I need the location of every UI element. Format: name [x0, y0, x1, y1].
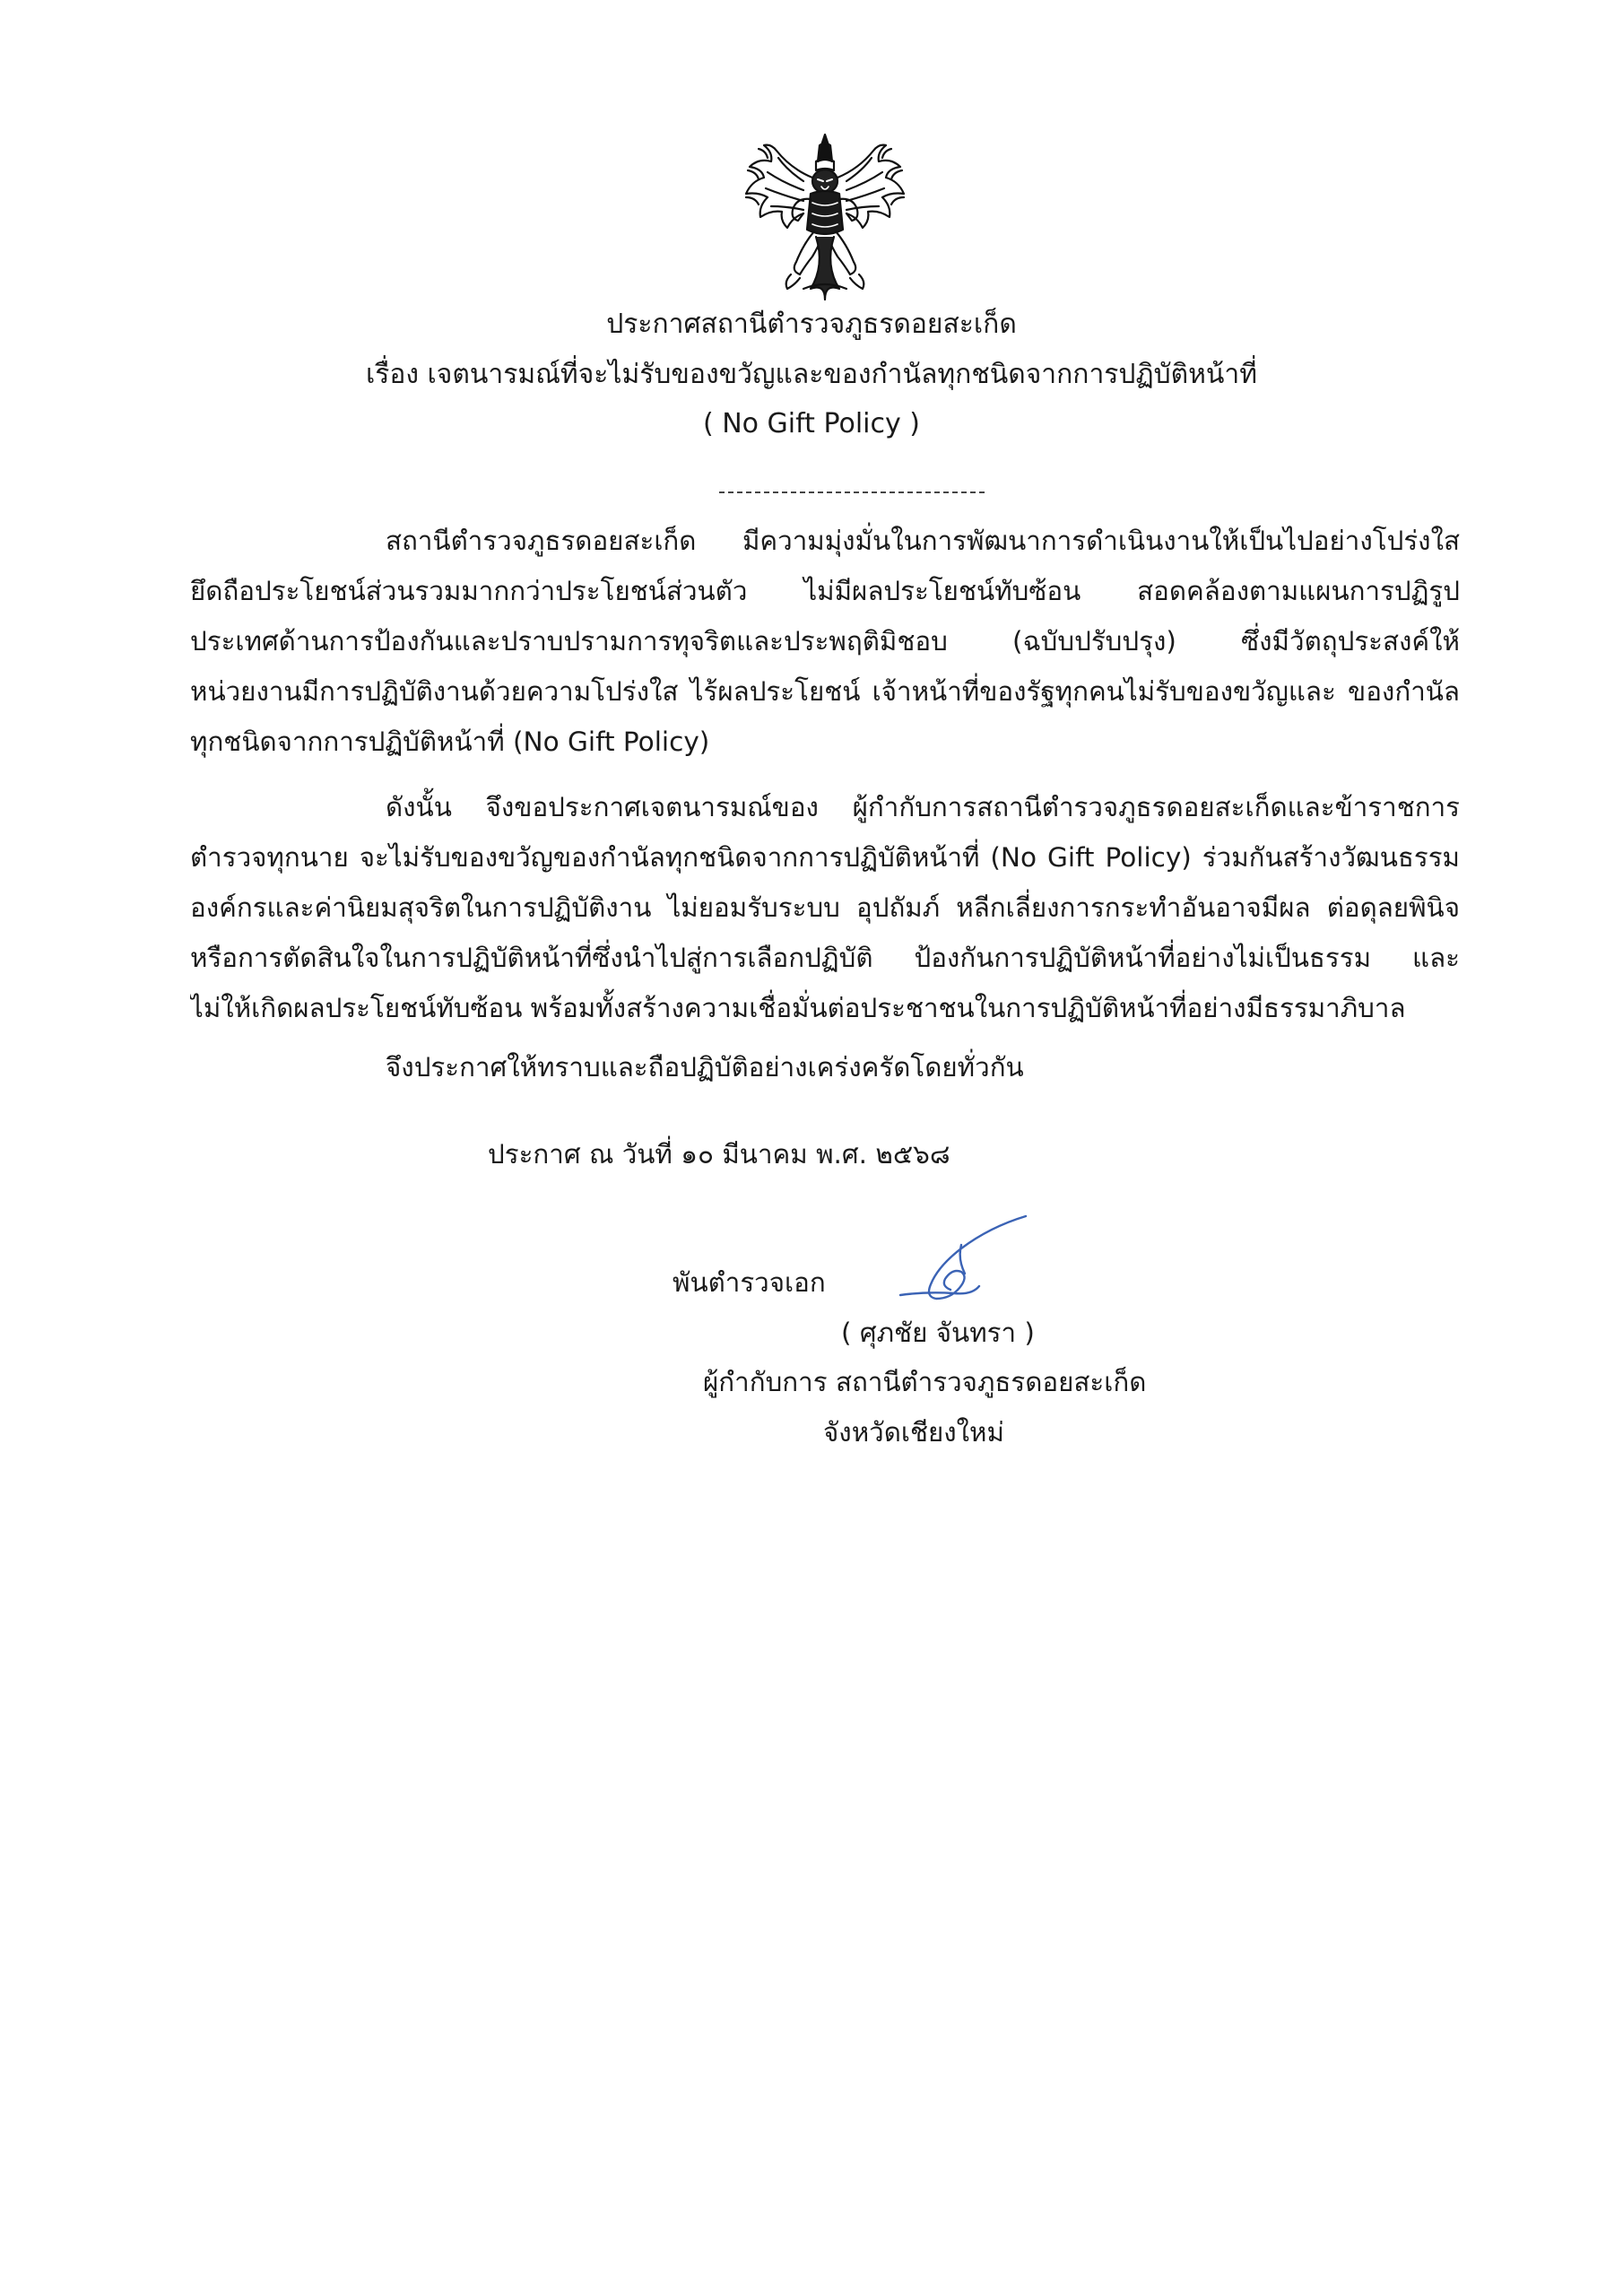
announcement-date: ประกาศ ณ วันที่ ๑๐ มีนาคม พ.ศ. ๒๕๖๘	[488, 1139, 950, 1170]
paragraph-line: หรือการตัดสินใจในการปฏิบัติหน้าที่ซึ่งนำไปสู่การเลือกปฏิบัติ ป้องกันการปฏิบัติหน้าที่อย่างไม่เป็นธรรม และ	[190, 943, 1460, 973]
closing-statement: จึงประกาศให้ทราบและถือปฏิบัติอย่างเคร่งครัดโดยทั่วกัน	[386, 1052, 1024, 1083]
signer-rank: พันตำรวจเอก	[673, 1267, 826, 1298]
paragraph-line: องค์กรและค่านิยมสุจริตในการปฏิบัติงาน ไม่ยอมรับระบบ อุปถัมภ์ หลีกเลี่ยงการกระทำอันอาจมีผล ต่อดุลยพินิจ	[190, 892, 1460, 923]
paragraph-line: ไม่ให้เกิดผลประโยชน์ทับซ้อน พร้อมทั้งสร้างความเชื่อมั่นต่อประชาชนในการปฏิบัติหน้าที่อย่างมีธรรมาภิบาล	[190, 993, 1406, 1023]
handwritten-signature	[882, 1209, 1044, 1309]
signer-name: ( ศุภชัย จันทรา )	[841, 1318, 1035, 1348]
announcement-title: ประกาศสถานีตำรวจภูธรดอยสะเก็ด	[606, 309, 1017, 340]
paragraph-line: ประเทศด้านการป้องกันและปราบปรามการทุจริตและประพฤติมิชอบ (ฉบับปรับปรุง) ซึ่งมีวัตถุประสงค์ให้	[190, 626, 1460, 657]
signer-position: ผู้กำกับการ สถานีตำรวจภูธรดอยสะเก็ด	[703, 1367, 1147, 1397]
paragraph-line: ยึดถือประโยชน์ส่วนรวมมากกว่าประโยชน์ส่วนตัว ไม่มีผลประโยชน์ทับซ้อน สอดคล้องตามแผนการปฏิรูป	[190, 576, 1460, 606]
paragraph-2	[190, 782, 1460, 1033]
policy-label: ( No Gift Policy )	[702, 408, 921, 439]
announcement-subject: เรื่อง เจตนารมณ์ที่จะไม่รับของขวัญและของกำนัลทุกชนิดจากการปฏิบัติหน้าที่	[365, 359, 1258, 390]
garuda-emblem-icon	[741, 131, 909, 301]
paragraph-line: ทุกชนิดจากการปฏิบัติหน้าที่ (No Gift Policy)	[190, 726, 710, 757]
paragraph-1	[190, 516, 1460, 767]
paragraph-line: หน่วยงานมีการปฏิบัติงานด้วยความโปร่งใส ไร้ผลประโยชน์ เจ้าหน้าที่ของรัฐทุกคนไม่รับของขวัญและ ของกำนัล	[190, 676, 1460, 707]
signer-province: จังหวัดเชียงใหม่	[823, 1417, 1004, 1448]
paragraph-line: สถานีตำรวจภูธรดอยสะเก็ด มีความมุ่งมั่นในการพัฒนาการดำเนินงานให้เป็นไปอย่างโปร่งใส	[386, 526, 1460, 556]
paragraph-line: ดังนั้น จึงขอประกาศเจตนารมณ์ของ ผู้กำกับการสถานีตำรวจภูธรดอยสะเก็ดและข้าราชการ	[386, 792, 1460, 822]
paragraph-line: ตำรวจทุกนาย จะไม่รับของขวัญของกำนัลทุกชนิดจากการปฏิบัติหน้าที่ (No Gift Policy) ร่วมกันสร้างวัฒนธรรม	[190, 842, 1460, 873]
header-divider	[719, 491, 985, 493]
